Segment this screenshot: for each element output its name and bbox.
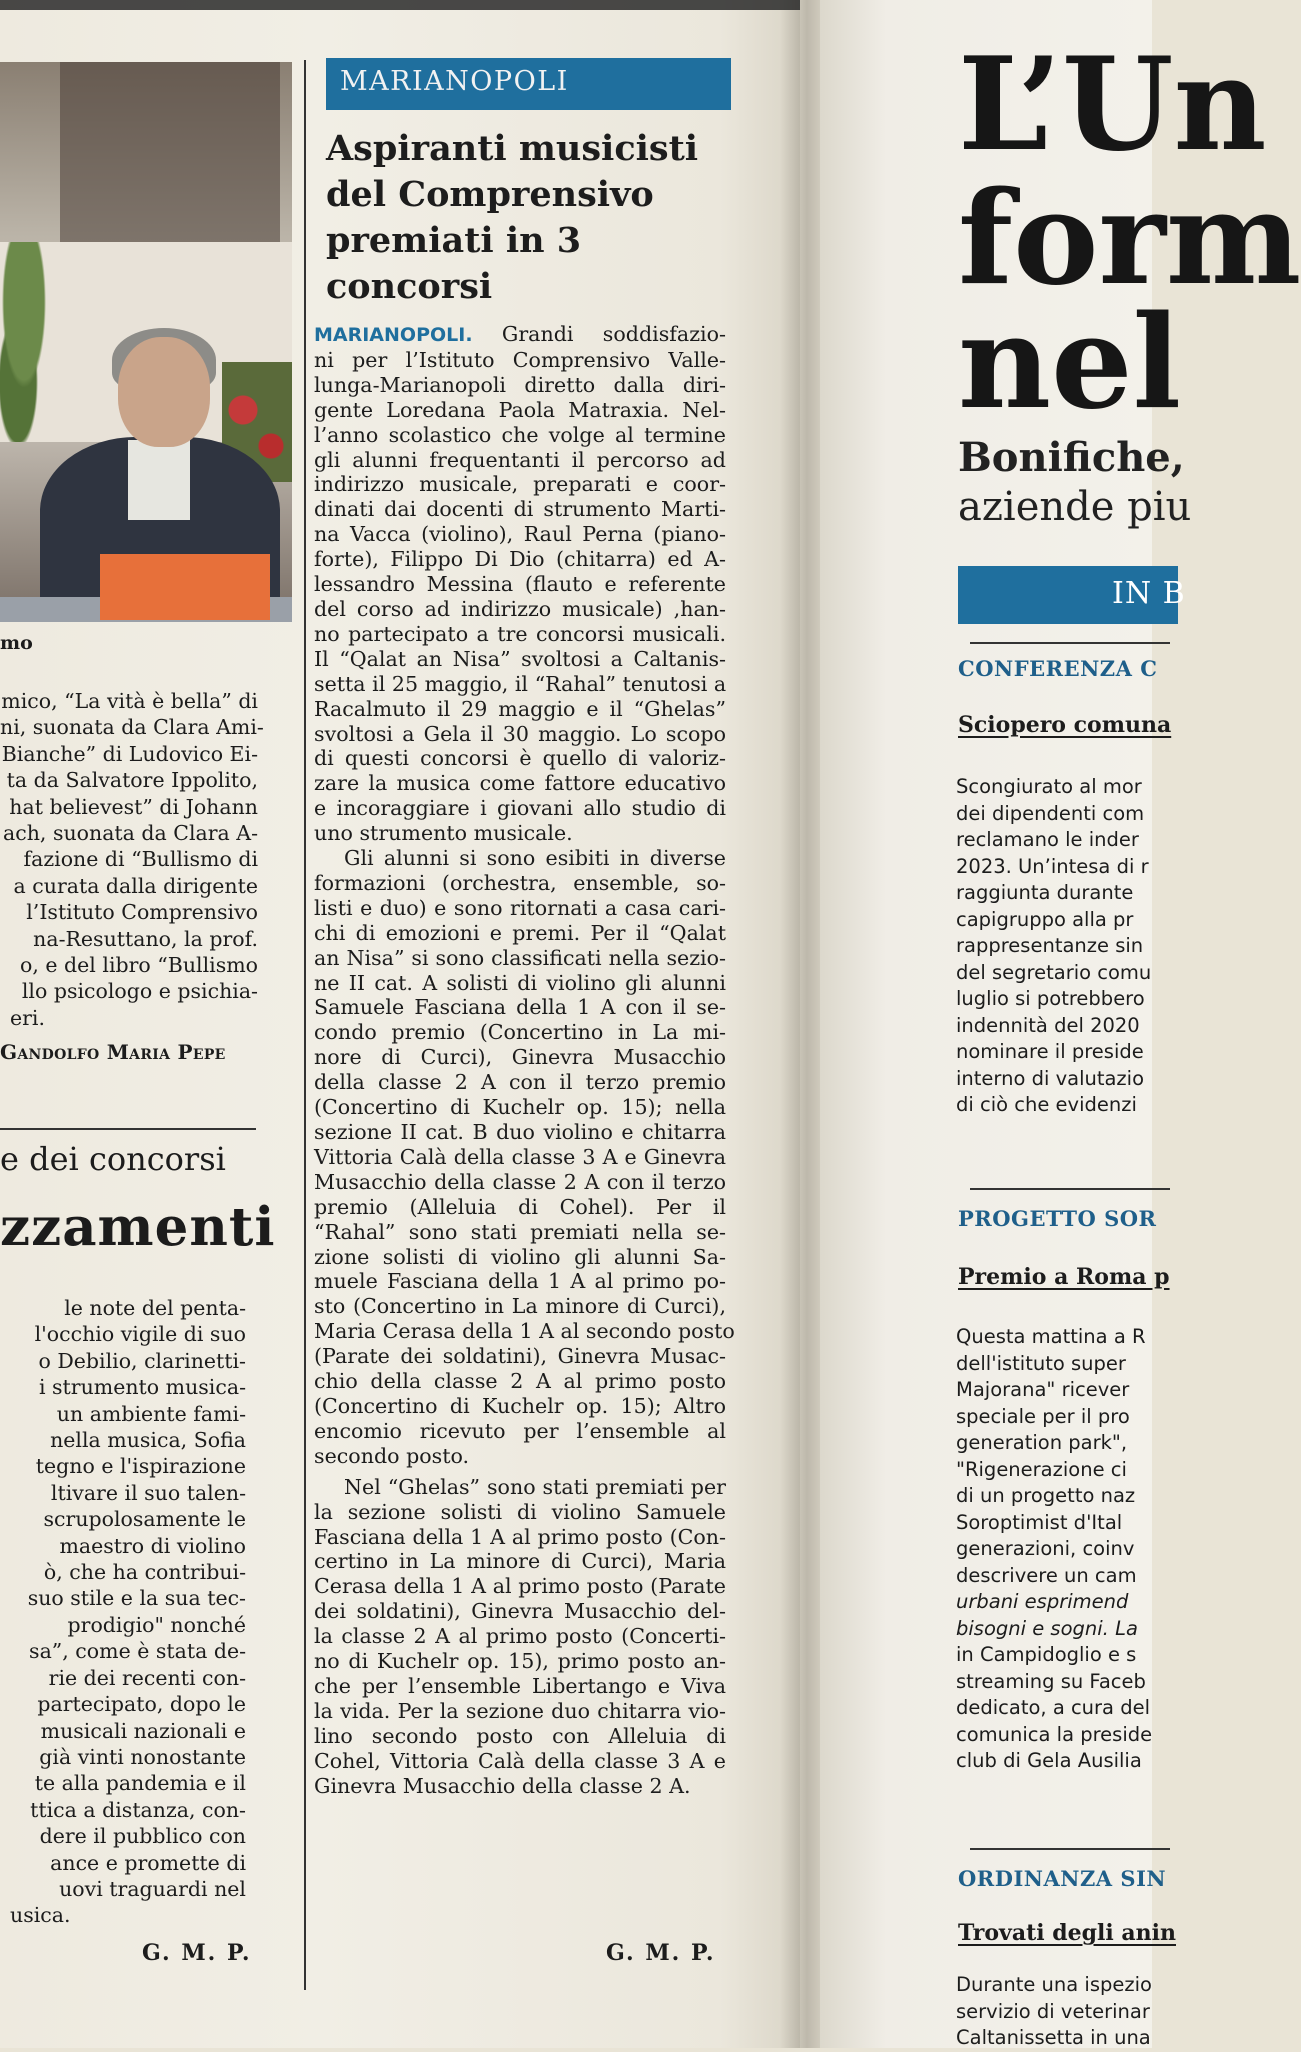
author-signature: Gandolfo Maria Pepe (0, 1040, 226, 1064)
text-line: indennità del 2020 (956, 1013, 1140, 1037)
text-line: l’anno scolastico che volge al termine (314, 422, 726, 447)
text-line: del segretario comu (956, 960, 1152, 984)
text-line: 2023. Un’intesa di r (956, 854, 1149, 878)
right-headline-line-2: form (958, 164, 1301, 314)
text-line: na Vacca (violino), Raul Perna (piano- (314, 522, 726, 547)
text-line: di un progetto naz (956, 1484, 1136, 1507)
text-line: nominare il preside (956, 1040, 1144, 1063)
text-line: interno di valutazio (956, 1066, 1145, 1090)
section-rule (970, 1848, 1170, 1850)
text-line: zare la musica come fattore educativo (314, 771, 726, 796)
text-line: “Rahal” sono stati premiati nella se- (314, 1219, 726, 1244)
top-rule (0, 0, 800, 10)
text-line: Maria Cerasa della 1 A al secondo posto (314, 1319, 735, 1344)
text-line: la sezione solisti di violino Samuele (314, 1499, 726, 1524)
text-line: dere il pubblico con (39, 1824, 246, 1849)
text-line: zione solisti di violino gli alunni Sa- (314, 1244, 726, 1269)
text-line: te alla pandemia e il (34, 1771, 246, 1796)
text-line: streaming su Faceb (956, 1669, 1146, 1693)
photo-person-head (118, 337, 210, 447)
text-line: del corso ad indirizzo musicale) ,han- (314, 596, 726, 621)
text-line: gente Loredana Paola Matraxia. Nel- (314, 397, 726, 422)
text-line: Vittoria Calà della classe 3 A e Ginevra (314, 1144, 726, 1169)
text-line: o Debilio, clarinetti- (38, 1348, 246, 1373)
right-blue-band: IN B (958, 566, 1178, 624)
text-line: (Concertino di Kuchelr op. 15); nella (314, 1095, 726, 1120)
text-line: hat believest” di Johann (9, 794, 258, 819)
author-initials-left: G. M. P. (142, 1940, 252, 1966)
text-line: na-Resuttano, la prof. (33, 926, 258, 951)
section-body (956, 1972, 1216, 2052)
text-line: Fasciana della 1 A al primo posto (Con- (314, 1524, 726, 1549)
text-line: generation park", (956, 1431, 1128, 1454)
text-line: raggiunta durante (956, 881, 1134, 904)
text-line: club di Gela Ausilia (956, 1749, 1142, 1772)
left-headline-top: e dei concorsi (0, 1140, 226, 1178)
photo-curtain (60, 62, 280, 242)
text-line: uovi traguardi nel (59, 1876, 246, 1901)
text-line: partecipato, dopo le (37, 1692, 246, 1717)
text-line: reclamano le inder (956, 828, 1139, 851)
left-column-text (0, 688, 264, 1031)
text-line-first (314, 322, 726, 348)
text-line: Nel “Ghelas” sono stati premiati per (344, 1474, 726, 1499)
right-subheadline-1: Bonifiche, (958, 434, 1185, 481)
right-headline-line-1: L’Un (958, 30, 1267, 180)
text-line: nella musica, Sofia (50, 1428, 246, 1453)
text-line: musicali nazionali e (40, 1718, 246, 1743)
text-line: ance e promette di (50, 1850, 246, 1875)
text-line: setta il 25 maggio, il “Rahal” tenutosi a (314, 671, 727, 696)
text-line: sto (Concertino in La minore di Curci), (314, 1294, 726, 1319)
text-line: o, e del libro “Bullismo (20, 953, 258, 978)
text-line: certino in La minore di Curci), Maria (314, 1549, 726, 1574)
text-line: Samuele Fasciana della 1 A con il se- (314, 995, 726, 1020)
text-line: eri. (10, 1005, 46, 1030)
text-line: le note del penta- (64, 1296, 246, 1320)
text-line: muele Fasciana della 1 A al primo po- (314, 1269, 726, 1294)
text-line: Caltanissetta in una (956, 2026, 1151, 2049)
text-line: ni per l’Istituto Comprensivo Valle- (314, 347, 726, 372)
text-line: servizio di veterinar (956, 1999, 1150, 2023)
text-line: scrupolosamente le (43, 1507, 246, 1532)
text-line: Musacchio della classe 2 A con il terzo (314, 1169, 726, 1194)
text-line: generazioni, coinv (956, 1537, 1135, 1560)
author-initials-main: G. M. P. (606, 1940, 716, 1966)
text-line: no partecipato a tre concorsi musicali. (314, 621, 726, 646)
text-line: ta da Salvatore Ippolito, (6, 768, 258, 793)
right-page (820, 0, 1301, 2049)
article-headline (326, 126, 746, 310)
headline-line: Aspiranti musicisti (326, 128, 699, 169)
text-line: in Campidoglio e s (956, 1643, 1137, 1666)
headline-line: premiati in 3 concorsi (326, 220, 582, 307)
text-line: luglio si potrebbero (956, 987, 1145, 1010)
text-line: ttica a distanza, con- (30, 1797, 246, 1822)
left-headline-main: zzamenti (0, 1196, 276, 1258)
text-line: e incoraggiare i giovani allo studio di (314, 796, 726, 821)
section-label: CONFERENZA C (958, 656, 1158, 681)
text-line: Il “Qalat an Nisa” svoltosi a Caltanis- (314, 646, 726, 671)
section-label: PROGETTO SOR (958, 1206, 1157, 1231)
text-line: usica. (10, 1903, 71, 1928)
section-kicker: MARIANOPOLI (326, 58, 731, 110)
section-rule (970, 1188, 1170, 1190)
text-line: Cohel, Vittoria Calà della classe 3 A e (314, 1748, 726, 1773)
text-line: Questa mattina a R (956, 1325, 1146, 1348)
text-line: (Concertino di Kuchelr op. 15); Altro (314, 1393, 726, 1418)
text-line: dei dipendenti com (956, 801, 1145, 825)
text-line: Grandi soddisfazio- (472, 322, 726, 346)
text-line: Soroptimist d'Ital (956, 1510, 1123, 1534)
text-line: Durante una ispezio (956, 1973, 1152, 1996)
text-line: no di Kuchelr op. 15), primo posto an- (314, 1649, 726, 1674)
text-line: Racalmuto il 29 maggio e il “Ghelas” (314, 696, 726, 721)
text-line: sezione II cat. B duo violino e chitarra (314, 1120, 726, 1144)
text-line: "Rigenerazione ci (956, 1457, 1127, 1481)
text-line: i strumento musica- (38, 1375, 246, 1400)
text-line: dinati dai docenti di strumento Marti- (314, 497, 726, 522)
section-headline: Trovati degli anin (958, 1920, 1176, 1946)
text-line: un ambiente fami- (56, 1401, 246, 1426)
text-line: ni, suonata da Clara Ami- (0, 715, 264, 740)
text-line: già vinti nonostante (39, 1744, 246, 1769)
section-rule (0, 1128, 256, 1130)
section-headline: Sciopero comuna (958, 712, 1172, 738)
photo-orange-sign (100, 554, 270, 620)
text-line: ach, suonata da Clara A- (3, 821, 258, 846)
text-line: descrivere un cam (956, 1563, 1137, 1587)
text-line: rie dei recenti con- (48, 1665, 246, 1690)
section-headline: Premio a Roma p (958, 1264, 1170, 1290)
text-line: ne II cat. A solisti di violino gli alunni (314, 970, 726, 995)
text-line: della classe 2 A con il terzo premio (314, 1070, 726, 1095)
text-line: Scongiurato al mor (956, 775, 1142, 798)
text-line: di ciò che evidenzi (956, 1093, 1137, 1116)
column-rule (304, 60, 306, 1990)
text-line: secondo posto. (314, 1443, 470, 1468)
text-line: gli alunni frequentanti il percorso ad (314, 447, 726, 472)
dateline: MARIANOPOLI. (314, 324, 473, 346)
text-line: capigruppo alla pr (956, 907, 1134, 931)
text-line: che per l’ensemble Libertango e Viva (314, 1673, 726, 1698)
photo-caption: mo (0, 632, 33, 654)
text-line: chi di emozioni e premi. Per il “Qalat (314, 920, 726, 945)
text-line: formazioni (orchestra, ensemble, so- (314, 870, 726, 895)
text-line: Gli alunni si sono esibiti in diverse (344, 846, 726, 871)
section-label: ORDINANZA SIN (958, 1866, 1167, 1891)
text-line: rappresentanze sin (956, 934, 1144, 957)
text-line: listi e duo) e sono ritornati a casa cari- (314, 895, 726, 920)
text-line: Cerasa della 1 A al primo posto (Parate (314, 1574, 726, 1599)
photo-person-shirt (128, 440, 190, 520)
text-line: nore di Curci), Ginevra Musacchio (314, 1045, 726, 1070)
text-line: tegno e l'ispirazione (35, 1454, 246, 1479)
text-line: llo psicologo e psichia- (21, 979, 258, 1004)
text-line: urbani esprimend (956, 1590, 1129, 1613)
text-line: speciale per il pro (956, 1404, 1130, 1428)
text-line: lunga-Marianopoli diretto dalla diri- (314, 372, 726, 397)
text-line: prodigio" nonché (67, 1612, 246, 1637)
text-line: dedicato, a cura del (956, 1696, 1151, 1719)
text-line: indirizzo musicale, preparati e coor- (314, 472, 726, 497)
text-line: bisogni e sogni. La (956, 1616, 1138, 1640)
text-line: maestro di violino (59, 1533, 246, 1558)
right-subheadline-2: aziende piu (958, 484, 1192, 530)
text-line: dei soldatini), Ginevra Musacchio del- (314, 1599, 726, 1624)
text-line: (Parate dei soldatini), Ginevra Musac- (314, 1344, 726, 1369)
text-line: l’Istituto Comprensivo (26, 900, 258, 925)
text-line: l'occhio vigile di suo (34, 1322, 246, 1347)
text-line: chio della classe 2 A al primo posto (314, 1369, 726, 1394)
text-line: fazione di “Bullismo di (23, 847, 258, 872)
section-body (956, 1324, 1216, 1775)
text-line: mico, “La vità è bella” di (1, 689, 258, 713)
text-line: dell'istituto super (956, 1351, 1126, 1375)
text-line: Bianche” di Ludovico Ei- (1, 741, 258, 766)
text-line: comunica la preside (956, 1722, 1153, 1746)
left-column-text-2 (0, 1295, 246, 1929)
article-body (314, 322, 735, 1798)
text-line: premio (Alleluia di Cohel). Per il (314, 1194, 726, 1219)
text-line: Ginevra Musacchio della classe 2 A. (314, 1773, 691, 1798)
photo-plant (0, 242, 60, 442)
text-line: an Nisa” si sono classificati nella sezio- (314, 945, 726, 970)
section-rule (970, 642, 1170, 644)
text-line: la vida. Per la sezione duo chitarra vio- (314, 1698, 726, 1723)
text-line: Majorana" ricever (956, 1378, 1130, 1401)
headline-line: del Comprensivo (326, 174, 654, 215)
text-line: forte), Filippo Di Dio (chitarra) ed A- (314, 547, 726, 572)
text-line: suo stile e la sua tec- (27, 1586, 246, 1611)
text-line: la classe 2 A al primo posto (Concerti- (314, 1624, 726, 1649)
text-line: condo premio (Concertino in La mi- (314, 1020, 726, 1045)
text-line: lessandro Messina (flauto e referente (314, 572, 726, 597)
right-headline-line-3: nel (958, 288, 1182, 438)
text-line: uno strumento musicale. (314, 821, 573, 846)
section-body (956, 774, 1216, 1119)
text-line: sa”, come è stata de- (29, 1639, 246, 1664)
text-line: di questi concorsi è quello di valoriz- (314, 746, 726, 771)
text-line: ò, che ha contribui- (43, 1560, 246, 1585)
text-line: a curata dalla dirigente (13, 873, 258, 898)
text-line: encomio ricevuto per l’ensemble al (314, 1418, 726, 1443)
text-line: lino secondo posto con Alleluia di (314, 1723, 726, 1748)
article-photo (0, 62, 292, 620)
text-line: svoltosi a Gela il 30 maggio. Lo scopo (314, 721, 726, 746)
text-line: ltivare il suo talen- (50, 1480, 246, 1505)
